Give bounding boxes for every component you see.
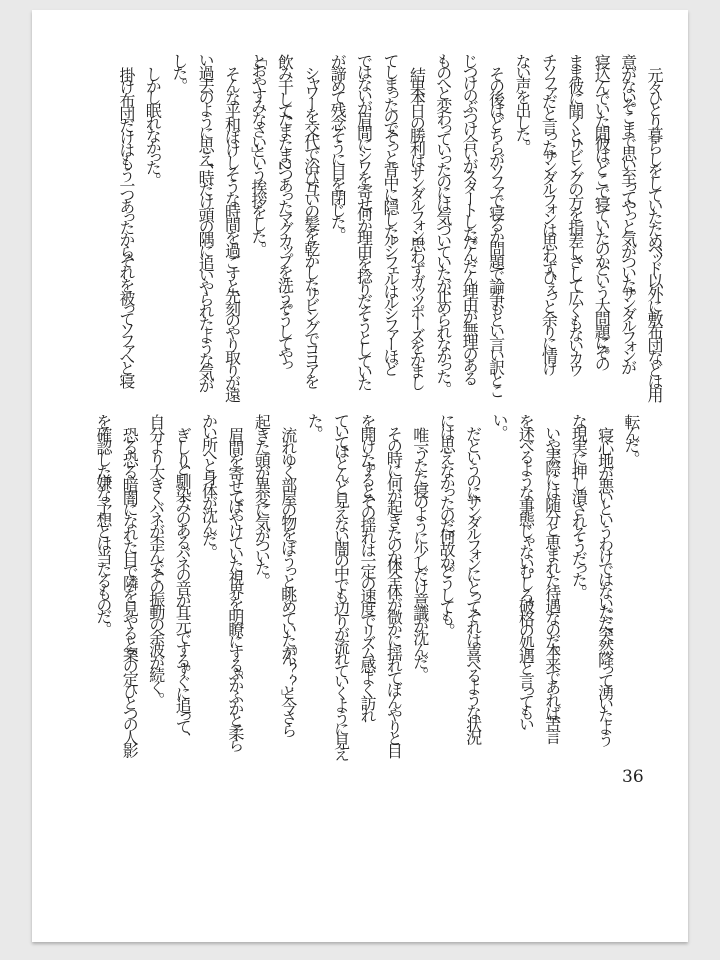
text-line: 自分より大きくバネが歪んで、その振動の余波が続く。	[146, 413, 166, 689]
text-line: 流れゆく部屋の物をぼうっと眺めていたが、「ん？？」と今さら	[278, 413, 298, 735]
upper-text-block	[112, 54, 667, 400]
text-line: 飲み干して、たまたま2つあったマグカップを洗う。そうしてやっ	[275, 54, 295, 369]
document-page	[32, 10, 688, 942]
text-line: だというのに、サンダルフォンにとって、それは喜べるような状況	[463, 413, 483, 743]
lower-text-block	[89, 414, 644, 760]
text-line: ではないが眉間にシワを寄せ、何か理由を捻りだそうとしていた	[354, 54, 374, 389]
text-line: シャワーを交代で浴び、互いの髪を乾かした。リビングでココアを	[301, 54, 321, 387]
text-line: ものへと変わっていったのには気づいていたが、止められなかった。	[433, 54, 453, 379]
text-line: 寝心地が悪いというわけではない。ただ、突然降って湧いたよう	[595, 413, 615, 745]
text-line: 起きた頭が異変に気がついた。	[252, 413, 272, 570]
text-line: 寝込んでいた間、彼はどこで寝ていたのか、という大問題に。その	[592, 54, 612, 369]
text-line: まま彼に聞くと、リビングの方を指差し、さして広くもないカウ	[565, 54, 585, 375]
text-line: と「おやすみなさい」という挨拶をした。	[248, 54, 268, 239]
text-line: 掛け布団だけはもう一つあったから、それを被ってソファへと寝	[116, 54, 136, 386]
text-line: じつけのぶつけ合いがスタートした。だんだん理由が無理のある	[460, 54, 480, 384]
text-line: を述べるような事態じゃない。むしろ、破格の処遇と言ってもい	[516, 413, 536, 729]
text-line: いや、実際には随分と恵まれた待遇なのだ。本来であれば、苦言	[542, 413, 562, 742]
text-line: な現実に押し潰されそうだった。	[569, 413, 589, 582]
text-line: 結果、本日の勝利はサンダルフォン。思わずガッツポーズをかまし	[407, 54, 427, 388]
text-line: その後はどちらがソファで寝るか問題で論争、もとい言い訳とこ	[486, 54, 506, 396]
text-line: チソファだと言った。サンダルフォンは思わず、ひぇっと余りに情け	[539, 54, 559, 374]
page-number: 36	[622, 767, 644, 788]
text-line: 元々ひとり暮らしをしていたため、ベッド以外に敷布団などは用	[645, 54, 664, 400]
text-line: てしまったので、そっと背中に隠した。ルシフェルはルシファーほど	[380, 54, 400, 374]
text-line: には思えなかったのだ。何故か。どうしても。	[437, 413, 457, 620]
text-line: 意がない。そこまで思い至って、やっと気がついた。サンダルフォンが	[618, 54, 638, 372]
text-line: 唯一、うたた寝のように少しだけ意識が沈んだ。	[410, 413, 430, 664]
text-line: した。	[169, 54, 189, 76]
text-line: を開けた。すると、その揺れは一定の速度でリズム感よく訪れ	[357, 413, 377, 721]
text-line: が諦めて残念そうに目を閉じた。	[328, 54, 348, 225]
text-line: ていて、ほとんど見えない闇の中でも辺りが流れていくように見え	[331, 413, 351, 760]
text-line: い過去のように思え、一時だけ頭の隅に追いやられたような気が	[196, 54, 216, 390]
text-line: しかし眠れなかった。	[143, 54, 163, 170]
text-line: 眉間を寄せて、ぼやけていた視界を明瞭にする。ふかふかと柔ら	[225, 413, 245, 750]
text-line: 恐る恐る暗闇になれた目で隣を見やると、案の定ひとつの人影	[120, 413, 140, 756]
text-line: そんな平和ぼけしそうな時間を過ごすと、先刻のやり取りが遠	[222, 54, 242, 400]
text-line: かい所へと身体が沈んだ。	[199, 413, 219, 542]
text-line: その時に何が起きたのか、体全体が微かに揺れてぼんやりと目	[384, 413, 404, 756]
text-line: た。	[305, 413, 325, 423]
text-line: 転んだ。	[622, 413, 641, 448]
text-line: ぎしり、と馴染みのあるバネの音が耳元でする。すぐに追って、	[173, 413, 193, 728]
text-line: い。	[489, 413, 509, 422]
text-line: を確認した。嫌な予想とは当たるものだ。	[93, 413, 113, 619]
text-line: ない声を出した。	[512, 54, 532, 137]
